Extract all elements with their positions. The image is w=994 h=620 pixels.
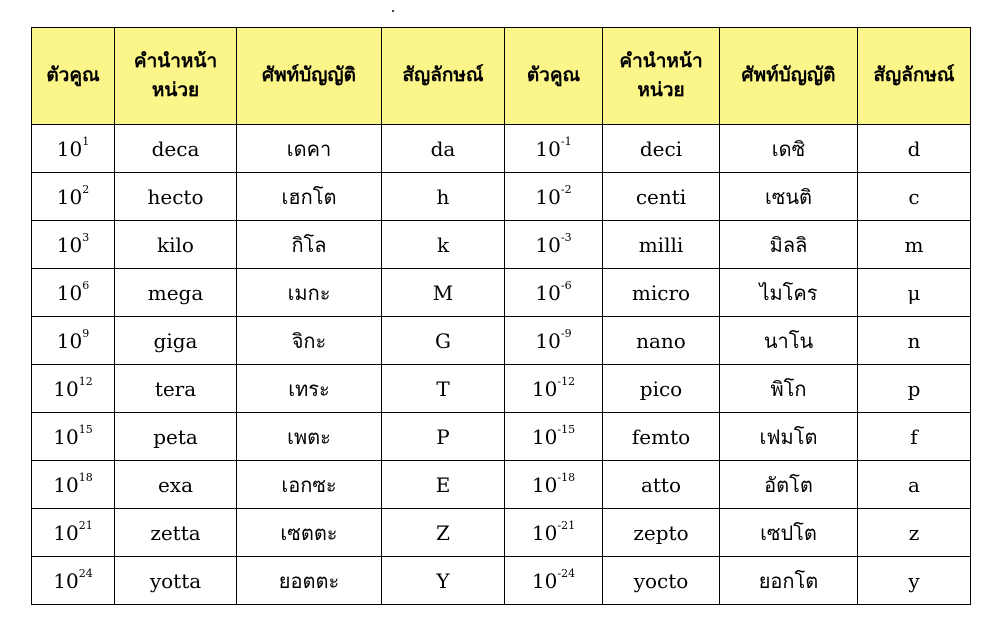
right-prefix-cell [603,557,720,605]
left-symbol-cell [382,173,505,221]
left-prefix-cell-text: deca [151,136,200,161]
right-symbol-cell [858,269,971,317]
right-thai-term-cell-text: เดซิ [771,136,806,161]
right-multiplier-cell [505,509,603,557]
si-prefix-table [31,27,971,605]
left-prefix-cell [115,461,237,509]
right-symbol-cell-text: d [907,136,921,161]
right-prefix-cell [603,269,720,317]
left-symbol-cell [382,269,505,317]
left-prefix-cell-text: exa [157,472,194,497]
left-multiplier-exponent: 24 [78,566,93,580]
right-symbol-cell [858,173,971,221]
header-thai-term-text-2: ศัพท์บัญญัติ [741,64,836,87]
left-prefix-cell-text: hecto [147,184,204,209]
left-multiplier-exponent: 15 [78,422,93,436]
right-multiplier-exponent: -9 [560,326,572,340]
left-thai-term-cell-text: เซตตะ [280,520,338,545]
right-thai-term-cell [720,317,858,365]
left-multiplier-cell [32,269,115,317]
right-prefix-cell-text: centi [635,184,687,209]
left-multiplier-cell [32,557,115,605]
left-multiplier-base: 10 [56,328,83,353]
left-symbol-cell-text: Y [436,568,450,593]
left-symbol-cell-text: T [436,376,450,401]
table-row [32,173,971,221]
left-prefix-cell-text: zetta [150,520,201,545]
right-symbol-cell-text: m [904,232,924,257]
header-multiplier-text-2: ตัวคูณ [526,64,581,87]
left-symbol-cell [382,125,505,173]
left-thai-term-cell-text: เทระ [288,376,330,401]
header-thai-term [237,28,382,125]
right-multiplier-cell [505,557,603,605]
right-multiplier-base: 10 [531,424,558,449]
left-thai-term-cell [237,125,382,173]
header-multiplier [32,28,115,125]
right-symbol-cell [858,461,971,509]
left-symbol-cell-text: M [432,280,454,305]
right-prefix-cell-text: deci [639,136,683,161]
right-symbol-cell [858,413,971,461]
right-thai-term-cell [720,365,858,413]
right-multiplier-cell [505,413,603,461]
header-multiplier-text: ตัวคูณ [46,64,100,87]
header-prefix-line1: คำนำหน้า [133,49,218,72]
right-thai-term-cell-text: เซนติ [764,184,813,209]
left-prefix-cell-text: kilo [157,232,194,257]
left-multiplier-base: 10 [53,424,79,449]
stray-dot [392,10,394,12]
right-symbol-cell [858,125,971,173]
left-symbol-cell [382,413,505,461]
left-prefix-cell [115,413,237,461]
right-thai-term-cell-text: มิลลิ [769,232,808,257]
left-multiplier-cell [32,365,115,413]
right-thai-term-cell-text: อัตโต [764,472,813,497]
left-multiplier-base: 10 [53,520,79,545]
right-prefix-cell [603,125,720,173]
table-row [32,221,971,269]
right-multiplier-exponent: -2 [560,182,572,196]
header-symbol-text: สัญลักษณ์ [402,64,484,87]
right-thai-term-cell [720,221,858,269]
left-prefix-cell [115,509,237,557]
right-multiplier-exponent: -3 [560,230,572,244]
left-symbol-cell-text: k [436,232,450,257]
header-prefix-line2: หน่วย [151,79,200,101]
left-thai-term-cell-text: ยอตตะ [278,568,340,593]
right-thai-term-cell [720,173,858,221]
left-multiplier-cell [32,509,115,557]
right-prefix-cell-text: yocto [633,568,689,593]
left-prefix-cell-text: yotta [149,568,202,593]
left-thai-term-cell [237,461,382,509]
left-symbol-cell [382,317,505,365]
right-prefix-cell [603,461,720,509]
header-symbol-2 [858,28,971,125]
left-symbol-cell-text: Z [436,520,450,545]
right-multiplier-cell [505,269,603,317]
left-thai-term-cell-text: กิโล [291,232,327,257]
right-symbol-cell [858,557,971,605]
right-symbol-cell-text: f [910,424,918,449]
right-multiplier-exponent: -15 [557,422,576,436]
right-thai-term-cell-text: ยอกโต [758,568,819,593]
right-symbol-cell-text: a [908,472,920,497]
right-prefix-cell-text: femto [631,424,691,449]
right-prefix-cell-text: micro [631,280,691,305]
left-thai-term-cell [237,509,382,557]
right-multiplier-cell [505,461,603,509]
right-multiplier-exponent: -21 [557,518,576,532]
left-symbol-cell-text: G [435,328,451,353]
left-multiplier-base: 10 [53,568,79,593]
left-multiplier-exponent: 1 [82,134,90,148]
left-thai-term-cell-text: เมกะ [287,280,331,305]
right-multiplier-base: 10 [531,472,558,497]
left-prefix-cell [115,365,237,413]
right-thai-term-cell-text: เซปโต [760,520,817,545]
left-multiplier-cell [32,461,115,509]
left-thai-term-cell-text: เอกซะ [281,472,337,497]
right-prefix-cell [603,413,720,461]
right-symbol-cell-text: c [908,184,920,209]
header-prefix [115,28,237,125]
right-multiplier-cell [505,317,603,365]
left-thai-term-cell [237,221,382,269]
right-thai-term-cell [720,557,858,605]
left-symbol-cell-text: E [435,472,451,497]
right-prefix-cell [603,317,720,365]
left-thai-term-cell [237,317,382,365]
right-symbol-cell-text: p [907,376,921,401]
left-thai-term-cell-text: เดคา [286,136,332,161]
header-prefix-line1-2: คำนำหน้า [619,49,703,72]
right-symbol-cell [858,509,971,557]
left-prefix-cell [115,557,237,605]
right-multiplier-cell [505,365,603,413]
right-thai-term-cell [720,509,858,557]
left-symbol-cell [382,221,505,269]
header-multiplier-2 [505,28,603,125]
right-prefix-cell-text: zepto [633,520,689,545]
right-multiplier-base: 10 [535,136,561,161]
left-thai-term-cell [237,557,382,605]
left-multiplier-base: 10 [56,136,83,161]
right-thai-term-cell-text: พิโก [770,376,807,401]
left-multiplier-exponent: 2 [82,182,90,196]
right-thai-term-cell-text: นาโน [763,328,814,353]
table-row [32,125,971,173]
table-row [32,509,971,557]
left-symbol-cell-text: P [436,424,450,449]
right-multiplier-exponent: -6 [560,278,572,292]
left-thai-term-cell-text: เฮกโต [281,184,337,209]
left-prefix-cell-text: giga [153,328,198,353]
right-multiplier-base: 10 [531,520,558,545]
right-prefix-cell [603,509,720,557]
left-multiplier-exponent: 21 [78,518,93,532]
table-row [32,557,971,605]
left-multiplier-base: 10 [56,184,83,209]
right-thai-term-cell [720,125,858,173]
left-multiplier-cell [32,173,115,221]
left-thai-term-cell [237,269,382,317]
left-multiplier-exponent: 12 [78,374,93,388]
right-multiplier-base: 10 [535,280,561,305]
right-symbol-cell [858,365,971,413]
left-prefix-cell-text: tera [154,376,197,401]
header-symbol [382,28,505,125]
right-symbol-cell-text: n [907,328,921,353]
header-prefix-2 [603,28,720,125]
table-row [32,413,971,461]
right-symbol-cell [858,221,971,269]
table-header [32,28,971,125]
right-multiplier-cell [505,221,603,269]
right-multiplier-exponent: -24 [557,566,576,580]
left-thai-term-cell-text: จิกะ [291,328,327,353]
header-symbol-text-2: สัญลักษณ์ [873,64,955,87]
table-body [32,125,971,605]
left-multiplier-exponent: 6 [82,278,90,292]
left-multiplier-exponent: 3 [82,230,90,244]
right-prefix-cell-text: nano [636,328,686,353]
left-prefix-cell [115,125,237,173]
right-multiplier-base: 10 [535,184,561,209]
right-thai-term-cell-text: ไมโคร [759,280,818,305]
left-symbol-cell [382,509,505,557]
right-multiplier-exponent: -12 [557,374,576,388]
right-multiplier-base: 10 [535,328,561,353]
left-multiplier-base: 10 [56,232,83,257]
right-thai-term-cell [720,269,858,317]
right-thai-term-cell [720,413,858,461]
left-prefix-cell [115,317,237,365]
left-symbol-cell-text: da [430,136,456,161]
header-prefix-line2-2: หน่วย [637,79,685,101]
right-symbol-cell-text: μ [907,280,921,305]
left-multiplier-cell [32,413,115,461]
header-row [32,28,971,125]
right-multiplier-base: 10 [531,376,558,401]
right-prefix-cell [603,173,720,221]
right-thai-term-cell-text: เฟมโต [759,424,818,449]
right-multiplier-base: 10 [531,568,558,593]
left-thai-term-cell [237,173,382,221]
left-multiplier-base: 10 [56,280,83,305]
left-prefix-cell-text: peta [153,424,198,449]
right-multiplier-exponent: -1 [560,134,572,148]
left-multiplier-base: 10 [53,472,79,497]
left-thai-term-cell [237,365,382,413]
left-symbol-cell [382,557,505,605]
table-row [32,461,971,509]
left-symbol-cell [382,461,505,509]
right-prefix-cell [603,221,720,269]
left-prefix-cell-text: mega [147,280,204,305]
right-multiplier-cell [505,173,603,221]
right-prefix-cell-text: pico [639,376,683,401]
right-symbol-cell [858,317,971,365]
table-row [32,317,971,365]
left-multiplier-exponent: 9 [82,326,90,340]
left-symbol-cell [382,365,505,413]
left-multiplier-cell [32,221,115,269]
right-multiplier-exponent: -18 [557,470,576,484]
left-multiplier-cell [32,317,115,365]
left-prefix-cell [115,269,237,317]
right-prefix-cell-text: atto [640,472,682,497]
left-multiplier-exponent: 18 [78,470,93,484]
right-thai-term-cell [720,461,858,509]
left-thai-term-cell-text: เพตะ [287,424,331,449]
right-symbol-cell-text: y [908,568,920,593]
header-thai-term-2 [720,28,858,125]
header-thai-term-text: ศัพท์บัญญัติ [262,64,356,87]
left-thai-term-cell [237,413,382,461]
right-multiplier-base: 10 [535,232,561,257]
table-row [32,269,971,317]
table-row [32,365,971,413]
left-multiplier-base: 10 [53,376,79,401]
left-symbol-cell-text: h [436,184,450,209]
left-prefix-cell [115,221,237,269]
right-symbol-cell-text: z [908,520,920,545]
right-prefix-cell-text: milli [638,232,684,257]
left-prefix-cell [115,173,237,221]
right-multiplier-cell [505,125,603,173]
left-multiplier-cell [32,125,115,173]
right-prefix-cell [603,365,720,413]
